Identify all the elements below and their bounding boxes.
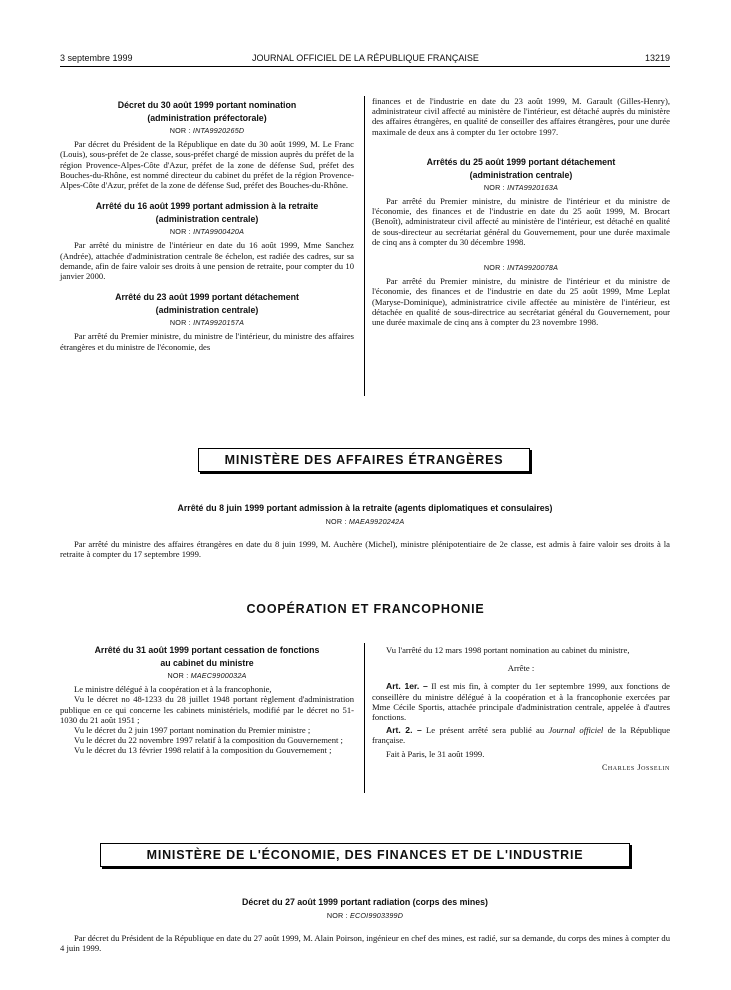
eco-decree-title: Décret du 27 août 1999 portant radiation (corps des mines): [242, 897, 488, 907]
article-1: Art. 1er. – Il est mis fin, à compter du 1er septembre 1999, aux fonctions de conseillère du ministre délégué à la coopération et à la francophonie exercées par Mme Cécile Sportis, attachée principale d'administration centrale, appelée à d'autres fonctions.: [372, 681, 670, 723]
nor-reference: NOR : INTA9920163A: [483, 182, 559, 192]
arrete-title-line1: Arrêté du 23 août 1999 portant détachement: [115, 292, 299, 303]
nor-reference: NOR : MAEC9900032A: [167, 671, 247, 680]
arretes-title-line2: (administration centrale): [469, 169, 573, 180]
visa-line: Vu le décret du 13 février 1998 relatif à la composition du Gouvernement ;: [74, 745, 332, 756]
arrete-title-line1: Arrêté du 16 août 1999 portant admission à la retraite: [95, 201, 319, 212]
nor-reference: NOR : ECOI9903399D: [326, 911, 404, 920]
arrete-title-line2: (administration centrale): [155, 214, 259, 225]
decree-body: Par décret du Président de la République en date du 30 août 1999, M. Le Franc (Louis), sous-préfet de 2e classe, sous-préfet chargé de mission auprès du préfet de la région Provence-Alpes-Côte d'Azur, préfet de la zone de défense Sud, préfet des Bouches-du-Rhône, est nommé directeur du cabinet du préfet de la région Provence-Alpes-Côte d'Azur, préfet de la zone de défense Sud, préfet des Bouches-du-Rhône.: [60, 139, 354, 191]
ministry-banner-affaires-etrangeres: MINISTÈRE DES AFFAIRES ÉTRANGÈRES: [198, 448, 530, 472]
fait-a-paris: Fait à Paris, le 31 août 1999.: [386, 748, 485, 759]
column-divider: [364, 96, 365, 396]
continued-body: finances et de l'industrie en date du 23 août 1999, M. Garault (Gilles-Henry), administrateur civil affecté au ministère de l'intérieur, est détaché auprès du ministère des affaires étrangères, en qualité de conseiller des affaires étrangères, pour une durée maximale de deux ans à compter du 1er octobre 1997.: [372, 96, 670, 137]
column-divider: [364, 643, 365, 793]
visa-line: Vu le décret du 22 novembre 1997 relatif à la composition du Gouvernement ;: [74, 735, 343, 746]
nor-reference: NOR : INTA9920078A: [483, 263, 559, 273]
coop-title-line1: Arrêté du 31 août 1999 portant cessation de fonctions: [94, 645, 320, 655]
arrete-body: Par arrêté du Premier ministre, du ministre de l'intérieur et du ministre de l'économie, des finances et de l'industrie en date du 25 août 1999, Mme Leplat (Maryse-Dominique), administratrice civile affectée au ministère de l'intérieur, est détachée en qualité de sous-directrice au secrétariat général du Gouvernement, pour une durée maximale de cinq ans à compter du 23 novembre 1998.: [372, 276, 670, 328]
article-2: Art. 2. – Le présent arrêté sera publié au Journal officiel de la République française.: [372, 725, 671, 746]
visa-line: Vu le décret no 48-1233 du 28 juillet 1948 portant règlement d'administration publique en ce qui concerne les cabinets ministériels, modifié par le décret no 51-1030 du 21 août 1951 ;: [60, 694, 354, 725]
arrete-title-line2: (administration centrale): [155, 305, 259, 316]
section-heading-cooperation: COOPÉRATION ET FRANCOPHONIE: [246, 602, 485, 616]
nor-reference: NOR : INTA9920157A: [169, 318, 245, 328]
visa-line: Vu le décret du 2 juin 1997 portant nomination du Premier ministre ;: [74, 725, 311, 736]
coop-title-line2: au cabinet du ministre: [160, 658, 254, 668]
arretes-detachement: [372, 157, 670, 247]
visa-line: Vu l'arrêté du 12 mars 1998 portant nomination au cabinet du ministre,: [386, 645, 630, 655]
nor-reference: NOR : INTA9900420A: [169, 227, 245, 237]
visa-line: Le ministre délégué à la coopération et à la francophonie,: [74, 684, 272, 695]
decree-title-line1: Décret du 30 août 1999 portant nomination: [117, 100, 297, 110]
header-journal-title: JOURNAL OFFICIEL DE LA RÉPUBLIQUE FRANÇAISE: [252, 53, 479, 63]
arrete-body: Par arrêté du ministre de l'intérieur en date du 16 août 1999, Mme Sanchez (Andrée), attachée d'administration centrale 8e échelon, est radiée des cadres, sur sa demande, afin de faire valoir ses droits à une pension de retraite, pour compter du 10 janvier 2000.: [60, 240, 354, 282]
interior-col-right: [372, 96, 670, 338]
interior-col-left: [60, 100, 354, 363]
nor-reference: NOR : MAEA9920242A: [325, 517, 405, 526]
arrete-body: Par arrêté du Premier ministre, du ministre de l'intérieur et du ministre de l'économie, des finances et de l'industrie en date du 25 août 1999, M. Brocart (Benoît), administrateur civil affecté au ministère de l'intérieur, est détaché en qualité de sous-directeur au secrétariat général du Gouvernement, pour une durée maximale de cinq ans à compter du 30 décembre 1998.: [372, 196, 670, 247]
header-rule: [60, 66, 670, 67]
arrete-keyword: Arrête :: [507, 663, 535, 674]
mae-arrete-title: Arrêté du 8 juin 1999 portant admission à la retraite (agents diplomatiques et consulaires): [177, 503, 553, 513]
nor-reference: NOR : INTA9920265D: [169, 126, 245, 135]
arrete-detachement-2: [372, 263, 670, 327]
ministry-banner-economie: MINISTÈRE DE L'ÉCONOMIE, DES FINANCES ET DE L'INDUSTRIE: [100, 843, 630, 867]
arrete-body: Par arrêté du Premier ministre, du ministre de l'intérieur, du ministre des affaires étrangères et du ministre de l'économie, des: [60, 331, 354, 352]
header-date: 3 septembre 1999: [60, 53, 133, 63]
coop-col-left: [60, 645, 354, 756]
eco-body: Par décret du Président de la République en date du 27 août 1999, M. Alain Poirson, ingénieur en chef des mines, est radié, sur sa demande, du corps des mines à compter du 4 juin 1999.: [60, 933, 670, 954]
decree-nomination: [60, 100, 354, 190]
arrete-detachement: [60, 292, 354, 352]
arretes-title-line1: Arrêtés du 25 août 1999 portant détachement: [426, 156, 616, 167]
mae-body: Par arrêté du ministre des affaires étrangères en date du 8 juin 1999, M. Auchère (Michel), ministre plénipotentiaire de 2e classe, est admis à faire valoir ses droits à la retraite à compter du 17 septembre 1999.: [60, 539, 670, 560]
arrete-retraite: [60, 201, 354, 281]
signature: Charles Josselin: [601, 762, 670, 772]
coop-col-right: [372, 645, 670, 773]
header-page-number: 13219: [644, 53, 670, 63]
decree-title-line2: (administration préfectorale): [147, 113, 267, 123]
